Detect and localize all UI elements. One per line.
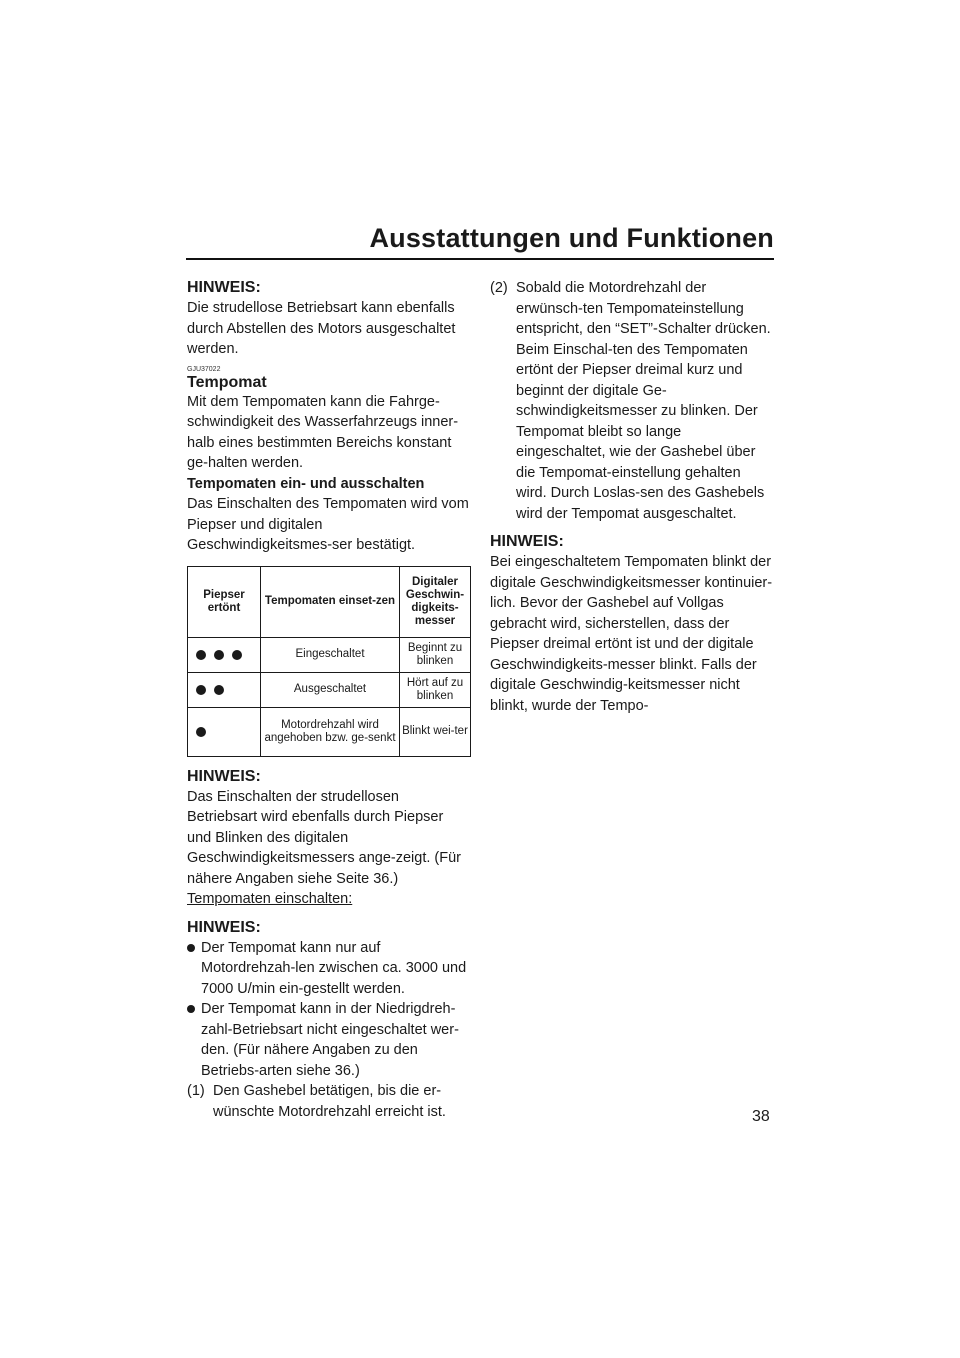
state-cell: Ausgeschaltet [261,672,400,707]
beep-dots-3 [190,650,258,660]
table-row [188,707,471,756]
table-header-row [188,566,471,637]
step-text: Den Gashebel betätigen, bis die er-wünschte Motordrehzahl erreicht ist. [213,1083,446,1120]
meter-cell: Beginnt zu blinken [400,637,471,672]
meter-cell: Hört auf zu blinken [400,672,471,707]
step-1 [187,1081,471,1122]
subsection-text: Das Einschalten des Tempomaten wird vom Piepser und digitalen Geschwindigkeitsmes-ser bestätigt. [187,496,469,553]
beep-table [187,566,471,757]
list-item-text: Der Tempomat kann in der Niedrigdreh-zahl-Betriebsart nicht eingeschaltet wer-den. (Für nähere Angaben zu den Betriebs-arten siehe 36.) [201,1001,459,1079]
list-item [187,938,471,1000]
beep-dot-icon [196,650,206,660]
beep-indicator [188,672,261,707]
note-text: Das Einschalten der strudellosen Betriebsart wird ebenfalls durch Piepser und Blinken des digitalen Geschwindigkeitsmessers ange-zeigt. (Für nähere Angaben siehe Seite 36.) [187,788,461,887]
table-header-state: Tempomaten einset-zen [261,566,400,637]
page-number: 38 [752,1108,770,1125]
state-cell: Eingeschaltet [261,637,400,672]
bullet-icon [187,944,195,952]
right-column [490,278,774,716]
step-2 [490,278,774,524]
procedure-heading: Tempomaten einschalten: [187,891,353,907]
bullet-icon [187,1005,195,1013]
step-number: (1) [187,1083,205,1099]
page-header [186,222,774,260]
table-header-meter: Digitaler Geschwin-digkeits-messer [400,566,471,637]
state-cell: Motordrehzahl wird angehoben bzw. ge-senkt [261,707,400,756]
table-row [188,637,471,672]
page-title: Ausstattungen und Funktionen [369,223,774,253]
beep-dot-icon [196,727,206,737]
beep-dot-icon [232,650,242,660]
note-text: Bei eingeschaltetem Tempomaten blinkt der digitale Geschwindigkeitsmesser kontinuier-lich. Bevor der Gashebel auf Vollgas gebracht wird, sicherstellen, dass der Piepser dreimal ertönt ist und der digitale Geschwindigkeits-messer blinkt. Falls der digitale Geschwindig-keitsmesser nicht blinkt, wurde der Tempo- [490,554,773,714]
beep-dots-2 [190,685,258,695]
beep-dot-icon [196,685,206,695]
left-column [187,278,471,1122]
note-text: Die strudellose Betriebsart kann ebenfalls durch Abstellen des Motors ausgeschaltet werden. [187,300,456,357]
beep-dots-1 [190,727,258,737]
list-item-text: Der Tempomat kann nur auf Motordrehzah-len zwischen ca. 3000 und 7000 U/min ein-gestellt werden. [201,939,467,997]
step-number: (2) [490,280,508,296]
list-item [187,999,471,1081]
note-label: HINWEIS: [187,279,261,296]
table-row [188,672,471,707]
section-intro: Mit dem Tempomaten kann die Fahrge-schwindigkeit des Wasserfahrzeugs inner-halb eines bestimmten Bereichs konstant ge-halten werden. [187,393,459,471]
note-label: HINWEIS: [187,918,261,936]
beep-indicator [188,707,261,756]
meter-cell: Blinkt wei-ter [400,707,471,756]
step-text: Sobald die Motordrehzahl der erwünsch-ten Tempomateinstellung entspricht, den “SET”-Schalter drücken. Beim Einschal-ten des Tempomaten ertönt der Piepser dreimal kurz und beginnt der digitale Ge-schwindigkeitsmesser zu blinken. Der Tempomat bleibt so lange eingeschaltet, wie der Gashebel über die Tempomat-einstellung gehalten wird. Durch Loslas-sen des Gashebels wird der Tempomat ausgeschaltet. [516,280,771,522]
beep-indicator [188,637,261,672]
note-label: HINWEIS: [187,767,261,785]
section-title: Tempomat [187,373,267,391]
note-label: HINWEIS: [490,533,564,550]
table-header-beeps: Piepser ertönt [188,566,261,637]
beep-dot-icon [214,685,224,695]
subsection-title: Tempomaten ein- und ausschalten [187,475,425,492]
beep-dot-icon [214,650,224,660]
section-code: GJU37022 [187,365,221,373]
